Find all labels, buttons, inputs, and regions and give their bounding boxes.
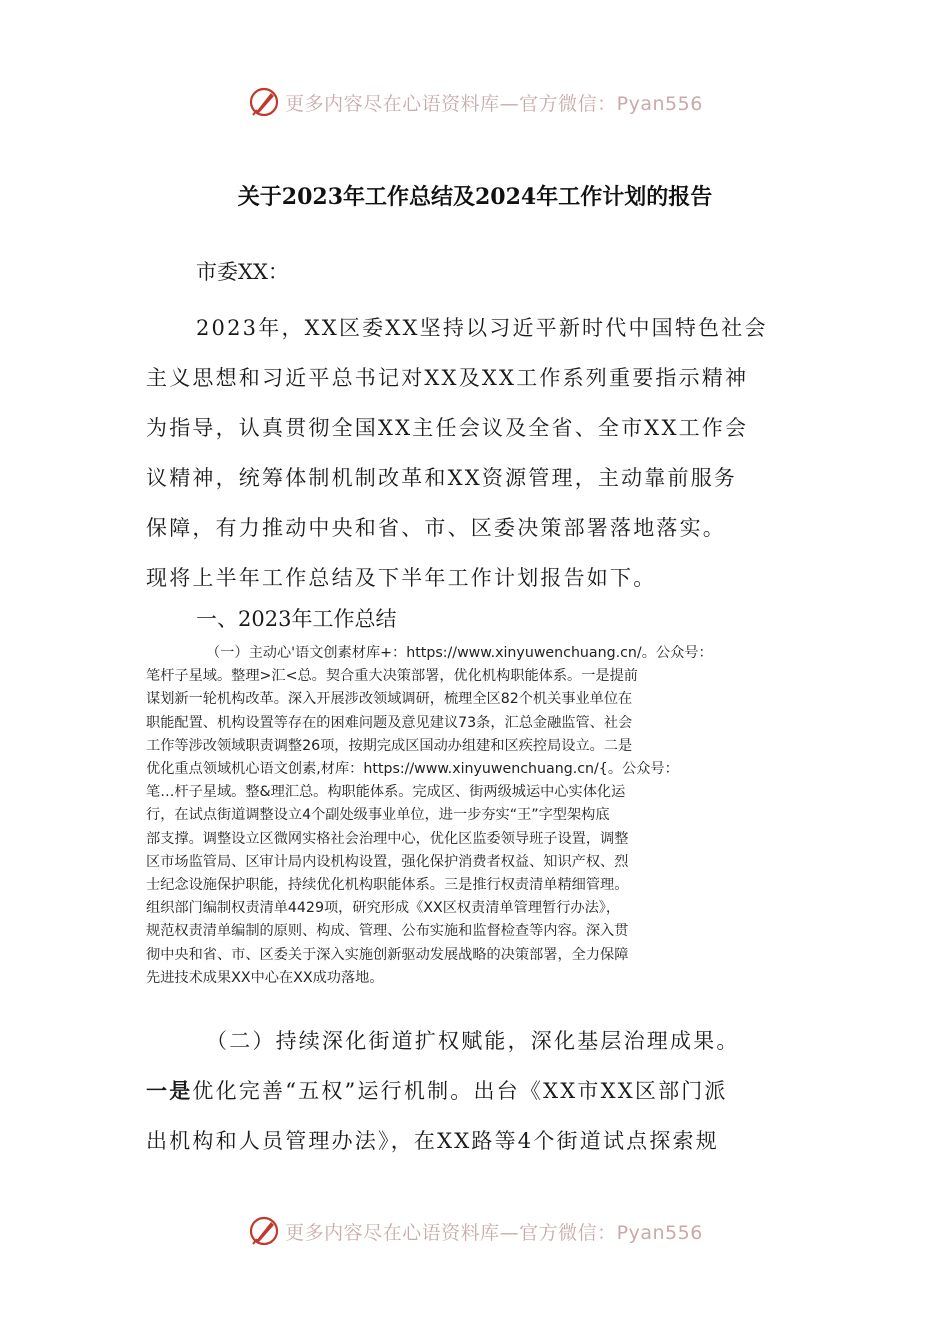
section-heading: 一、2023年工作总结 — [196, 607, 397, 631]
summary-line: 谋划新一轮机构改革。深入开展涉改领域调研，梳理全区82个机关事业单位在 — [146, 691, 633, 708]
salutation: 市委XX： — [196, 260, 289, 284]
summary-block — [146, 642, 816, 990]
summary-line: 彻中央和省、市、区委关于深入实施创新驱动发展战略的决策部署，全力保障 — [146, 946, 629, 963]
summary-line: 优化重点领域机心语文创素,材库：https://www.xinyuwenchuang.cn/{。公众号： — [146, 761, 679, 778]
summary-line: 区市场监管局、区审计局内设机构设置，强化保护消费者权益、知识产权、烈 — [146, 853, 629, 870]
summary-line: 规范权责清单编制的原则、构成、管理、公布实施和监督检查等内容。深入贯 — [146, 923, 629, 940]
quill-pen-logo-icon — [247, 1214, 281, 1248]
quill-pen-logo-icon — [247, 85, 281, 119]
summary-line: 笔…杆子星域。整&理汇总。构职能体系。完成区、街两级城运中心实体化运 — [146, 784, 626, 801]
summary-line: 行，在试点街道调整设立4个副处级事业单位，进一步夯实“王”字型架构底 — [146, 807, 610, 824]
summary-line: 工作等涉改领域职责调整26项，按期完成区国动办组建和区疾控局设立。二是 — [146, 737, 633, 754]
bold-lead: 一是 — [146, 1078, 193, 1103]
paragraph-line: 为指导，认真贯彻全国XX主任会议及全省、全市XX工作会 — [146, 416, 749, 440]
summary-line: （一）主动心'语文创素材库+：https://www.xinyuwenchuang.cn/。公众号： — [206, 645, 713, 661]
footer-banner — [0, 1211, 950, 1251]
paragraph-line: 现将上半年工作总结及下半年工作计划报告如下。 — [146, 566, 657, 590]
paragraph-line: 2023年，XX区委XX坚持以习近平新时代中国特色社会 — [196, 316, 768, 340]
document-title: 关于2023年工作总结及2024年工作计划的报告 — [237, 184, 713, 210]
intro-paragraph — [146, 303, 806, 603]
paragraph-line: 出机构和人员管理办法》，在XX路等4个街道试点探索规 — [146, 1129, 719, 1153]
header-banner — [0, 82, 950, 122]
banner-text: 更多内容尽在心语资料库—官方微信：Pyan556 — [285, 1221, 703, 1244]
summary-line: 部支撑。调整设立区微网实格社会治理中心，优化区监委领导班子设置，调整 — [146, 830, 629, 847]
paragraph-line: 议精神，统筹体制机制改革和XX资源管理，主动靠前服务 — [146, 466, 738, 490]
paragraph-line: 主义思想和习近平总书记对XX及XX工作系列重要指示精神 — [146, 366, 749, 390]
subsection-heading: （二）持续深化街道扩权赋能，深化基层治理成果。 — [206, 1029, 740, 1053]
summary-line: 士纪念设施保护职能，持续优化机构职能体系。三是推行权责清单精细管理。 — [146, 877, 629, 894]
paragraph-text: 优化完善“五权”运行机制。出台《XX市XX区部门派 — [192, 1079, 728, 1103]
banner-text: 更多内容尽在心语资料库—官方微信：Pyan556 — [285, 92, 703, 115]
summary-line: 笔杆子星域。整理>汇<总。契合重大决策部署，优化机构职能体系。一是提前 — [146, 668, 638, 685]
section-two-paragraph — [146, 1016, 826, 1166]
summary-line: 职能配置、机构设置等存在的困难问题及意见建议73条，汇总金融监管、社会 — [146, 714, 633, 731]
summary-line: 先进技术成果XX中心在XX成功落地。 — [146, 969, 384, 986]
paragraph-line — [146, 1066, 826, 1116]
summary-line: 组织部门编制权责清单4429项，研究形成《XX区权责清单管理暂行办法》， — [146, 900, 621, 917]
paragraph-line: 保障，有力推动中央和省、市、区委决策部署落地落实。 — [146, 516, 726, 540]
